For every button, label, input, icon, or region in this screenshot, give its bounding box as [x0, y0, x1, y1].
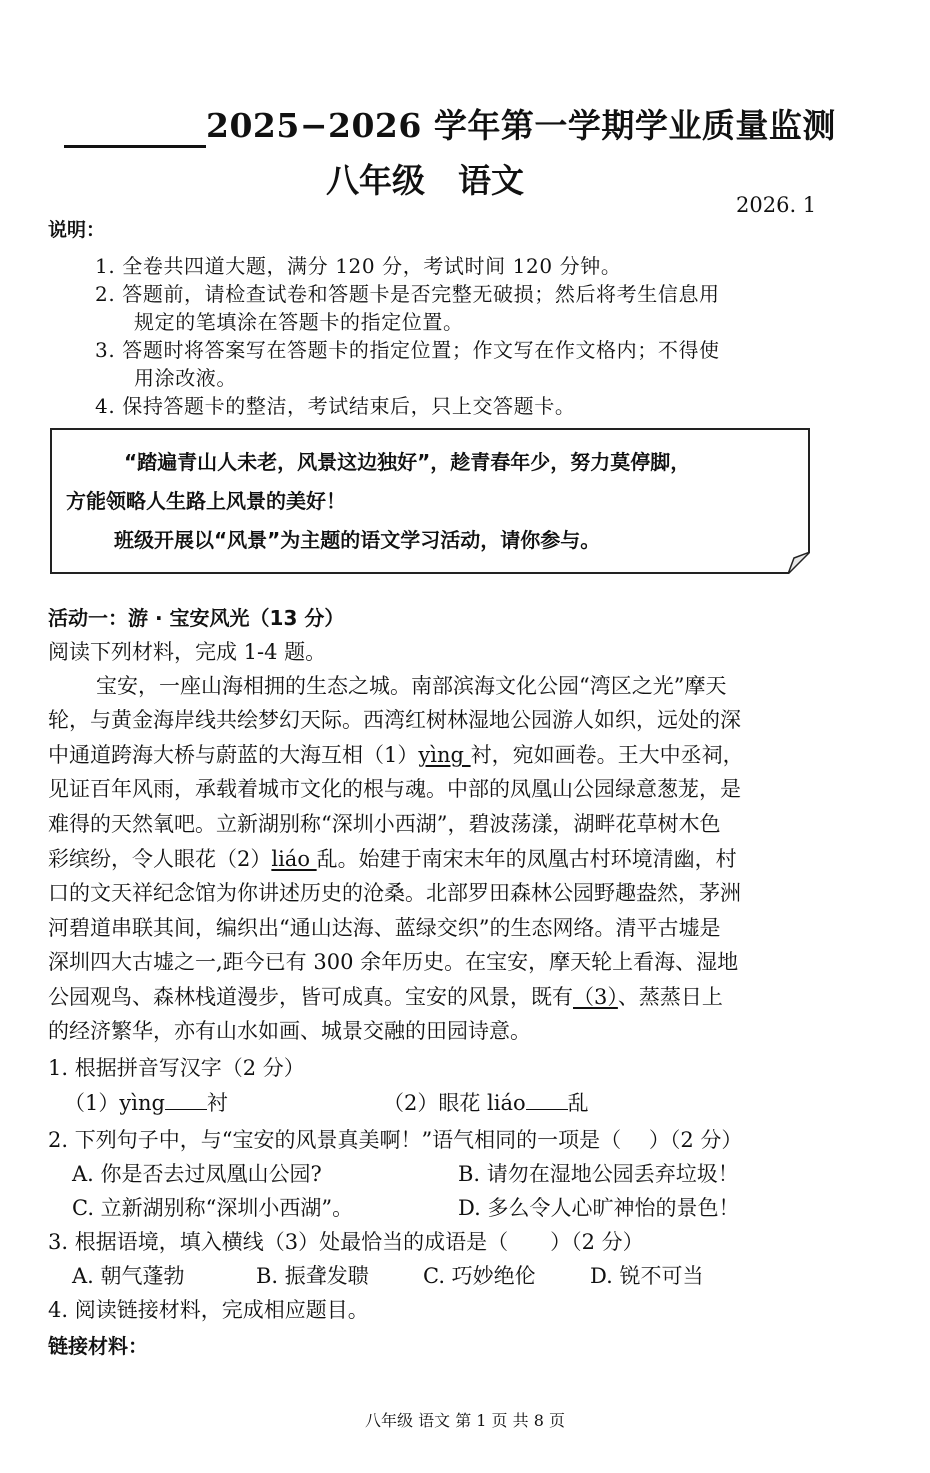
pinyin-blank-2: liáo [271, 847, 317, 871]
question-1-part-2: （2）眼花 liáo 乱 [383, 1091, 589, 1115]
answer-blank[interactable] [526, 1091, 568, 1110]
passage-line: 口的文天祥纪念馆为你讲述历史的沧桑。北部罗田森林公园野趣盎然，茅洲 [48, 881, 741, 905]
pinyin-blank-1: yìng [418, 743, 471, 767]
exam-title: 2025−2026 学年第一学期学业质量监测 [206, 106, 836, 145]
page-footer: 八年级 语文 第 1 页 共 8 页 [365, 1411, 565, 1430]
question-1-part-1: （1）yìng 衬 [64, 1091, 228, 1115]
passage-line: 轮，与黄金海岸线共绘梦幻天际。西湾红树林湿地公园游人如织，远处的深 [48, 708, 741, 732]
passage-line: 宝安，一座山海相拥的生态之城。南部滨海文化公园“湾区之光”摩天 [96, 674, 727, 698]
question-2-stem: 2. 下列句子中，与“宝安的风景真美啊！”语气相同的一项是（ ）（2 分） [48, 1128, 743, 1152]
question-3-option-a: A. 朝气蓬勃 [72, 1264, 185, 1288]
passage-line: 河碧道串联其间，编织出“通山达海、蓝绿交织”的生态网络。清平古墟是 [48, 916, 721, 940]
instruction-item: 1. 全卷共四道大题，满分 120 分，考试时间 120 分钟。 [95, 254, 622, 278]
exam-date: 2026. 1 [736, 193, 817, 217]
school-name-blank [64, 145, 206, 148]
question-2-option-a: A. 你是否去过凤凰山公园? [72, 1162, 322, 1186]
page-curl-icon [788, 552, 810, 574]
activity-title: 活动一：游 · 宝安风光（13 分） [48, 606, 345, 630]
exam-subtitle: 八年级 语文 [326, 161, 524, 200]
instructions-heading: 说明： [48, 219, 106, 241]
question-3-option-b: B. 振聋发聩 [256, 1264, 369, 1288]
passage-line: 的经济繁华，亦有山水如画、城景交融的田园诗意。 [48, 1019, 531, 1043]
question-4-stem: 4. 阅读链接材料，完成相应题目。 [48, 1298, 369, 1322]
question-2-option-c: C. 立新湖别称“深圳小西湖”。 [72, 1196, 354, 1220]
instruction-item: 规定的笔填涂在答题卡的指定位置。 [134, 310, 464, 334]
instruction-item: 4. 保持答题卡的整洁，考试结束后，只上交答题卡。 [95, 394, 576, 418]
idiom-blank-3: （3） [573, 985, 618, 1009]
passage-line: 公园观鸟、森林栈道漫步，皆可成真。宝安的风景，既有（3）、蒸蒸日上 [48, 985, 723, 1009]
question-2-option-b: B. 请勿在湿地公园丢弃垃圾！ [458, 1162, 739, 1186]
link-material-heading: 链接材料： [48, 1334, 148, 1358]
passage-line: 难得的天然氧吧。立新湖别称“深圳小西湖”，碧波荡漾，湖畔花草树木色 [48, 812, 721, 836]
passage-line: 中通道跨海大桥与蔚蓝的大海互相（1）yìng 衬，宛如画卷。王大中丞祠， [48, 743, 744, 767]
question-1-stem: 1. 根据拼音写汉字（2 分） [48, 1056, 305, 1080]
passage-line: 彩缤纷，令人眼花（2）liáo 乱。始建于南宋末年的凤凰古村环境清幽，村 [48, 847, 737, 871]
instruction-item: 3. 答题时将答案写在答题卡的指定位置；作文写在作文格内；不得使 [95, 338, 720, 362]
intro-line: 班级开展以“风景”为主题的语文学习活动，请你参与。 [114, 528, 601, 552]
question-3-option-d: D. 锐不可当 [590, 1264, 704, 1288]
passage-line: 见证百年风雨，承载着城市文化的根与魂。中部的凤凰山公园绿意葱茏，是 [48, 777, 741, 801]
reading-instruction: 阅读下列材料，完成 1-4 题。 [48, 640, 327, 664]
intro-line: 方能领略人生路上风景的美好！ [66, 489, 346, 513]
intro-line: “踏遍青山人未老，风景这边独好”，趁青春年少，努力莫停脚， [124, 450, 691, 474]
question-3-stem: 3. 根据语境，填入横线（3）处最恰当的成语是（ ）（2 分） [48, 1230, 644, 1254]
answer-blank[interactable] [165, 1091, 207, 1110]
instruction-item: 2. 答题前，请检查试卷和答题卡是否完整无破损；然后将考生信息用 [95, 282, 720, 306]
intro-box [50, 428, 810, 574]
question-2-option-d: D. 多么令人心旷神怡的景色！ [458, 1196, 740, 1220]
instruction-item: 用涂改液。 [134, 366, 237, 390]
passage-line: 深圳四大古墟之一,距今已有 300 余年历史。在宝安，摩天轮上看海、湿地 [48, 950, 739, 974]
question-3-option-c: C. 巧妙绝伦 [423, 1264, 536, 1288]
